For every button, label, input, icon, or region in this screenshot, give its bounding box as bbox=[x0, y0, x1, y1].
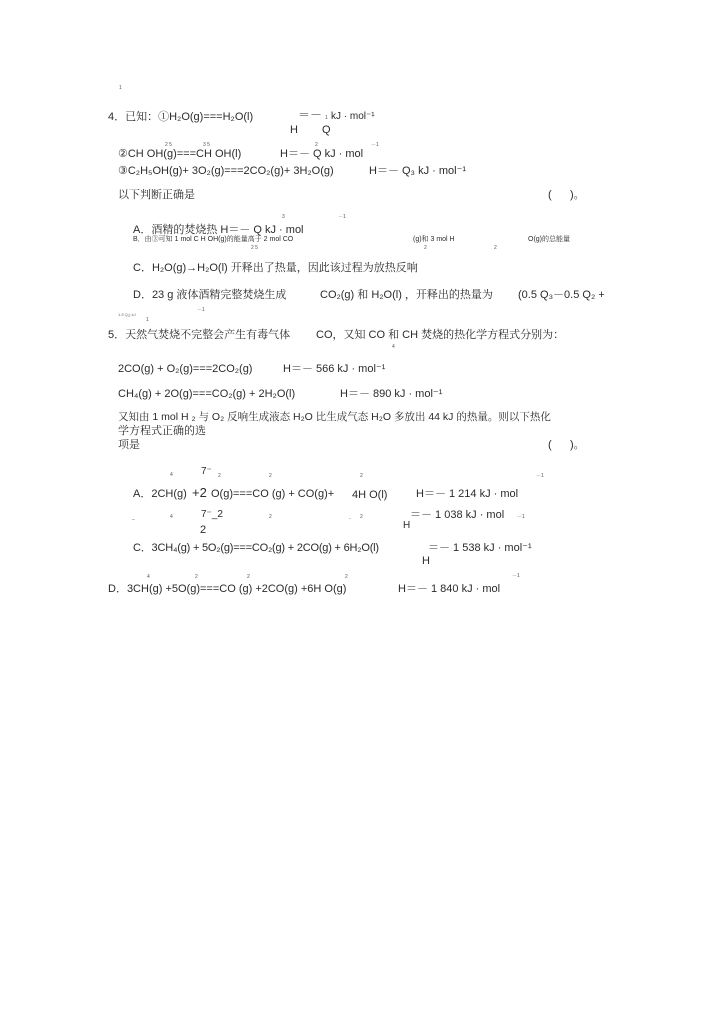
q4-option-c: C．H₂O(g)→H₂O(l) 开释出了热量，因此该过程为放热反响 bbox=[133, 262, 418, 274]
q4-prompt: 以下判断正确是 bbox=[118, 189, 195, 201]
q5-optD-sub-o2: 2 bbox=[195, 574, 198, 580]
q4-eq1-unit: kJ · mol⁻¹ bbox=[331, 111, 375, 122]
q4-option-d-continuation: 1.5 Q₁) kJ bbox=[118, 312, 136, 317]
q5-optA-sub-co2: 2 bbox=[269, 473, 272, 479]
q5-optB-sub-h2o: 2 bbox=[360, 514, 363, 520]
q4-premise-equation-1: 4．已知：①H₂O(g)===H₂O(l) bbox=[108, 111, 254, 123]
q5-eq2-enthalpy: H＝－ 890 kJ · mol⁻¹ bbox=[340, 388, 443, 400]
q5-option-a: A．2CH(g) bbox=[133, 488, 187, 500]
q5-option-a-coefficient: +2 bbox=[192, 485, 207, 500]
q4-equation-3: ③C₂H₅OH(g)+ 3O₂(g)===2CO₂(g)+ 3H₂O(g) bbox=[118, 165, 334, 177]
page-corner-mark: 1 bbox=[119, 85, 122, 91]
q5-prompt: 项是 bbox=[118, 439, 140, 451]
q5-optD-sub-h2o: 2 bbox=[345, 574, 348, 580]
q4-eq2-subscripts-a: 2 5 bbox=[165, 142, 172, 148]
q5-equation-2: CH₄(g) + 2O(g)===CO₂(g) + 2H₂O(l) bbox=[118, 388, 296, 400]
q5-condition: 又知由 1 mol H ₂ 与 O₂ 反响生成液态 H₂O 比生成气态 H₂O 多放出 44 kJ 的热量。则以下热化 bbox=[118, 411, 551, 423]
q5-optD-sub-ch4: 4 bbox=[147, 574, 150, 580]
q4-eq1-q: Q bbox=[322, 124, 331, 136]
q4-eq2-unit-exponent: －1 bbox=[371, 142, 379, 148]
q5-option-a-part-3: 4H O(l) bbox=[352, 489, 388, 501]
q4-eq2-subscripts-b: 3 5 bbox=[203, 142, 210, 148]
q5-option-a-part-2: O(g)===CO (g) + CO(g)+ bbox=[211, 488, 335, 500]
q4-optB-subscripts: 2 5 bbox=[251, 245, 258, 251]
q5-answer-blank: ( )。 bbox=[548, 439, 585, 451]
q4-eq1-delta-h: H bbox=[290, 124, 298, 136]
q5-optD-unit-exponent: －1 bbox=[512, 573, 520, 579]
q5-condition-line-2: 学方程式正确的选 bbox=[118, 425, 206, 437]
q5-optB-mark: _ bbox=[132, 515, 135, 521]
q4-optB-subscript-co2: 2 bbox=[424, 245, 427, 251]
q4-eq3-enthalpy: H＝－ Q₃ kJ · mol⁻¹ bbox=[369, 165, 467, 177]
q5-equation-1: 2CO(g) + O₂(g)===2CO₂(g) bbox=[118, 363, 253, 375]
q4-optA-unit-exponent: －1 bbox=[338, 214, 346, 220]
q4-option-b: B．由③可知 1 mol C H OH(g)的能量高于 2 mol CO bbox=[133, 236, 294, 243]
q5-optC-enthalpy: ＝－ 1 538 kJ · mol⁻¹ bbox=[428, 542, 532, 554]
q5-optA-unit-exponent: －1 bbox=[536, 473, 544, 479]
q5-optA-sub-ch4: 4 bbox=[170, 472, 173, 478]
q4-option-d-part-2: CO₂(g) 和 H₂O(l) ，开释出的热量为 bbox=[320, 289, 493, 301]
q5-stem: 5．天然气焚烧不完整会产生有毒气体 bbox=[108, 329, 291, 341]
q5-optB-enthalpy: ＝－ 1 038 kJ · mol bbox=[410, 509, 505, 521]
q4-optD-unit-exponent: －1 bbox=[197, 307, 205, 313]
q4-equation-2: ②CH OH(g)===CH OH(l) bbox=[118, 148, 242, 160]
q4-optB-subscript-h2o: 2 bbox=[494, 245, 497, 251]
q4-option-a: A．酒精的焚烧热 H＝－ Q kJ · mol bbox=[133, 224, 304, 236]
q5-ch4-subscript: 4 bbox=[392, 344, 395, 350]
q5-optA-sub-h2o: 2 bbox=[360, 473, 363, 479]
q4-option-b-part-2: (g)和 3 mol H bbox=[413, 236, 455, 243]
q4-optA-q-subscript: 3 bbox=[282, 214, 285, 220]
q4-answer-blank: ( )。 bbox=[548, 189, 585, 201]
q4-option-d: D．23 g 液体酒精完整焚烧生成 bbox=[133, 289, 287, 301]
q4-eq1-enthalpy-sign: ＝－ bbox=[298, 108, 323, 122]
q5-optB-sub-co2: 2 bbox=[269, 514, 272, 520]
q5-optB-sub-ch4: 4 bbox=[170, 514, 173, 520]
q5-optB-fraction-top: 7⁻_2 bbox=[201, 509, 223, 520]
q4-optD-q-subscript: 1 bbox=[146, 317, 149, 323]
q5-optD-enthalpy: H＝－ 1 840 kJ · mol bbox=[398, 583, 501, 595]
q5-optA-fraction-top: 7⁻ bbox=[201, 466, 212, 477]
q5-optB-fraction-bottom: 2 bbox=[200, 524, 207, 536]
q5-stem-part-2: CO，又知 CO 和 CH 焚烧的热化学方程式分别为： bbox=[316, 329, 565, 341]
q4-eq2-enthalpy: H＝－ Q kJ · mol bbox=[280, 148, 364, 160]
q5-optB-dash: - bbox=[349, 516, 351, 522]
q5-optA-sub-o2: 2 bbox=[218, 473, 221, 479]
q4-option-d-part-3: (0.5 Q₃－0.5 Q₂ + bbox=[518, 289, 605, 301]
q5-optB-unit-exponent: －1 bbox=[517, 514, 525, 520]
q5-option-c: C．3CH₄(g) + 5O₂(g)===CO₂(g) + 2CO(g) + 6H₂O(l) bbox=[133, 542, 379, 554]
q5-optC-delta-h: H bbox=[422, 555, 430, 567]
q4-option-b-part-3: O(g)的总能量 bbox=[528, 236, 570, 243]
q5-optA-enthalpy: H＝－ 1 214 kJ · mol bbox=[416, 488, 519, 500]
q5-eq1-enthalpy: H＝－ 566 kJ · mol⁻¹ bbox=[283, 363, 386, 375]
q5-optD-sub-co2: 2 bbox=[247, 574, 250, 580]
q4-eq1-subscript: 1 bbox=[325, 115, 328, 121]
q5-option-d: D．3CH(g) +5O(g)===CO (g) +2CO(g) +6H O(g) bbox=[108, 583, 347, 595]
q4-eq2-q-subscript: 2 bbox=[315, 142, 318, 148]
q5-optB-delta-h: H bbox=[403, 520, 411, 531]
